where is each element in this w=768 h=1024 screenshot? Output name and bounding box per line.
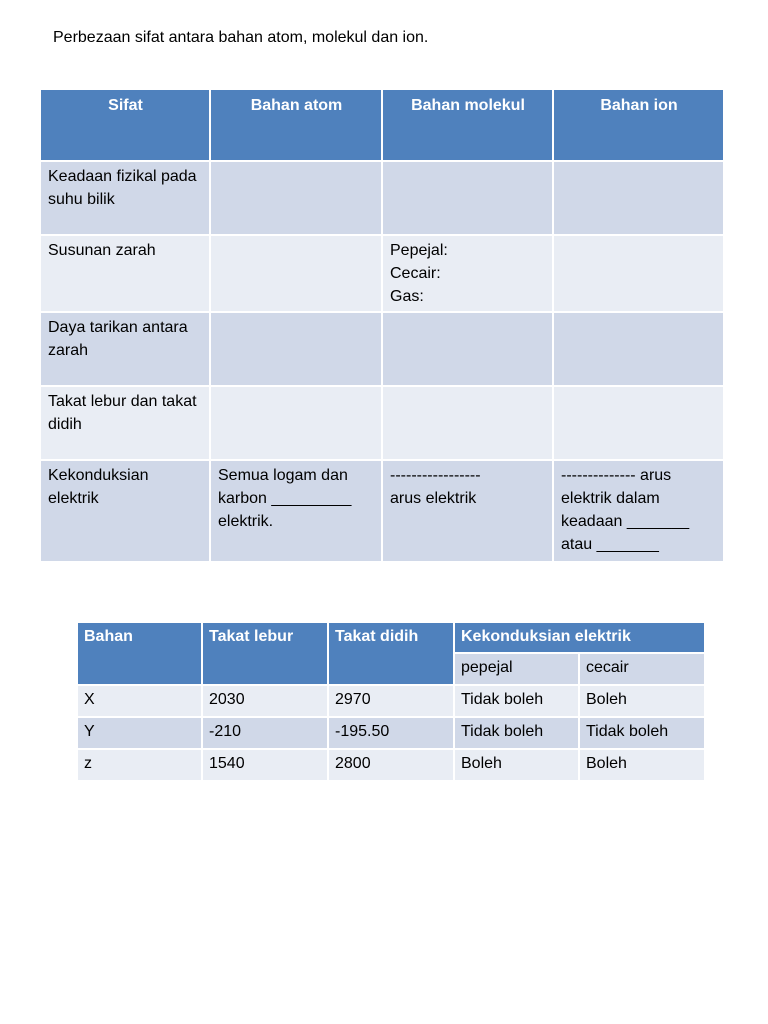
row-label: Keadaan fizikal pada suhu bilik [40,161,210,235]
cell-cecair: Boleh [579,749,705,781]
subheader-pepejal: pepejal [454,653,579,685]
properties-table [39,88,725,563]
table-row [77,685,705,717]
cell-atom [210,312,382,386]
header-bahan-ion: Bahan ion [553,89,724,161]
cell-ion [553,161,724,235]
subheader-cecair: cecair [579,653,705,685]
cell-molekul [382,235,553,312]
row-label: Susunan zarah [40,235,210,312]
cell-line: ----------------- [390,467,481,484]
table-row [77,749,705,781]
table-row [40,386,724,460]
table-row [40,460,724,562]
cell-ion: -------------- arus elektrik dalam keadaan _______ atau _______ [553,460,724,562]
cell-pepejal: Tidak boleh [454,717,579,749]
cell-takat-didih: -195.50 [328,717,454,749]
cell-molekul [382,460,553,562]
page-title: Perbezaan sifat antara bahan atom, molekul dan ion. [53,29,429,46]
table-row [77,717,705,749]
header-bahan-molekul: Bahan molekul [382,89,553,161]
cell-line: Pepejal: [390,242,448,259]
cell-bahan: Y [77,717,202,749]
cell-takat-lebur: 2030 [202,685,328,717]
cell-line: arus elektrik [390,490,477,507]
cell-ion [553,312,724,386]
substances-table [76,621,706,782]
header-takat-lebur: Takat lebur [202,622,328,685]
cell-atom [210,386,382,460]
cell-takat-lebur: 1540 [202,749,328,781]
cell-pepejal: Boleh [454,749,579,781]
cell-bahan: z [77,749,202,781]
cell-ion [553,235,724,312]
header-bahan: Bahan [77,622,202,685]
cell-ion [553,386,724,460]
cell-molekul [382,386,553,460]
cell-atom: Semua logam dan karbon _________ elektrik. [210,460,382,562]
cell-line: Gas: [390,288,424,305]
row-label: Kekonduksian elektrik [40,460,210,562]
row-label: Daya tarikan antara zarah [40,312,210,386]
table-row [40,235,724,312]
table-header-row [40,89,724,161]
row-label: Takat lebur dan takat didih [40,386,210,460]
cell-molekul [382,312,553,386]
cell-atom [210,161,382,235]
table-row [40,161,724,235]
header-kekonduksian: Kekonduksian elektrik [454,622,705,653]
cell-takat-lebur: -210 [202,717,328,749]
cell-takat-didih: 2800 [328,749,454,781]
cell-molekul [382,161,553,235]
cell-pepejal: Tidak boleh [454,685,579,717]
table-row [40,312,724,386]
cell-cecair: Boleh [579,685,705,717]
cell-line: Cecair: [390,265,441,282]
cell-atom [210,235,382,312]
header-takat-didih: Takat didih [328,622,454,685]
cell-bahan: X [77,685,202,717]
table-header-row [77,622,705,653]
cell-cecair: Tidak boleh [579,717,705,749]
cell-takat-didih: 2970 [328,685,454,717]
header-bahan-atom: Bahan atom [210,89,382,161]
header-sifat: Sifat [40,89,210,161]
